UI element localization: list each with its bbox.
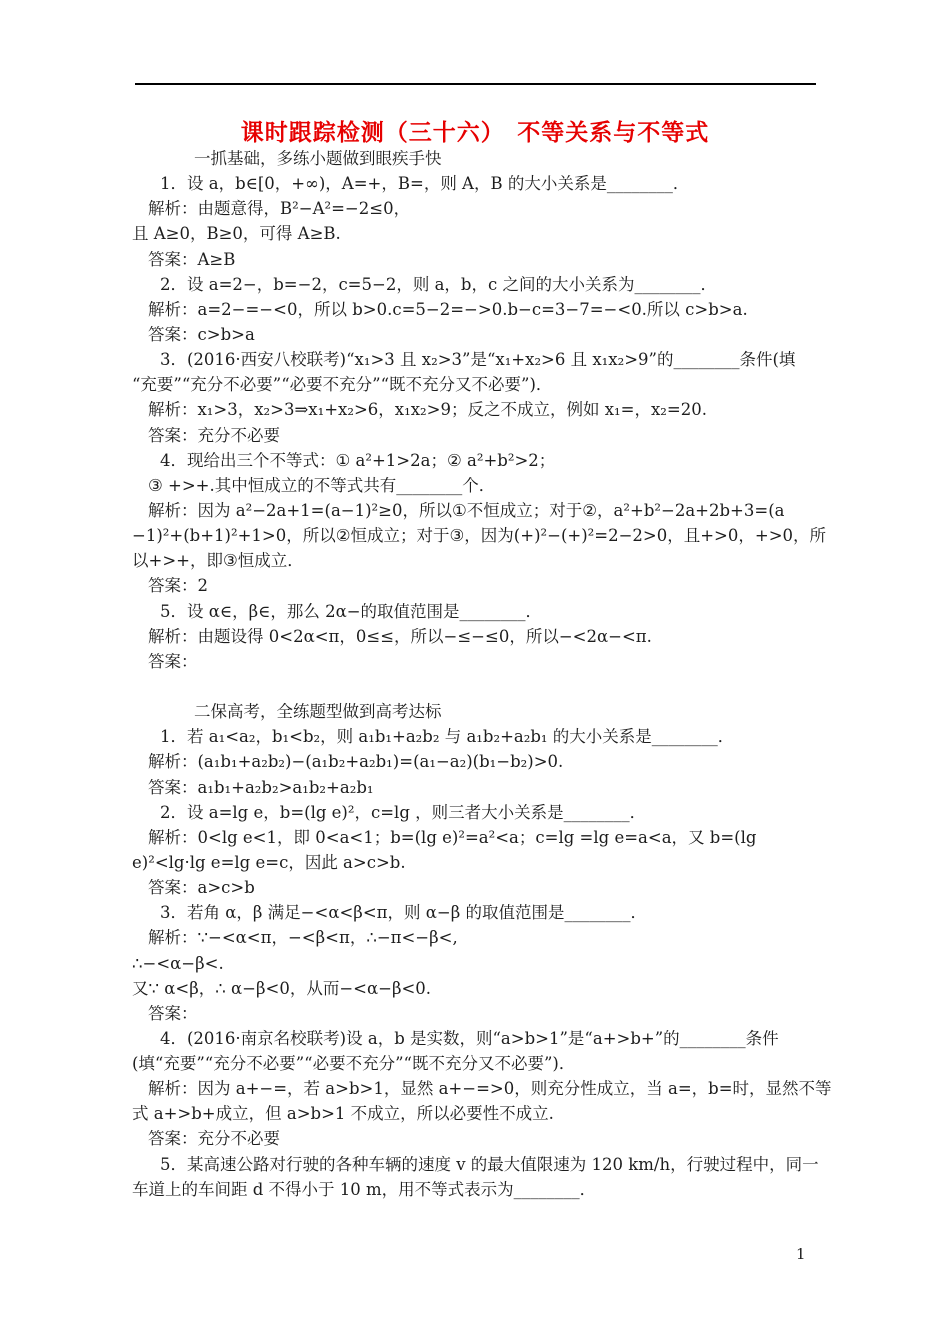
analysis-line: 解析：a=2−=−<0，所以 b>0.c=5−2=−>0.b−c=3−7=−<0.所以 c>b>a. bbox=[148, 299, 748, 319]
analysis-line: 解析：因为 a+−=，若 a>b>1，显然 a+−=>0，则充分性成立，当 a=，b=时，显然不等 bbox=[148, 1079, 832, 1099]
analysis-line: 解析：∵−<α<π，−<β<π，∴−π<−β<, bbox=[148, 928, 458, 948]
problem-line: 3．(2016·西安八校联考)“x₁>3 且 x₂>3”是“x₁+x₂>6 且 x₁x₂>9”的________条件(填 bbox=[160, 350, 796, 370]
header-rule bbox=[135, 83, 816, 85]
problem-line: 3．若角 α，β 满足−<α<β<π，则 α−β 的取值范围是________． bbox=[160, 903, 647, 923]
analysis-line: 解析：0<lg e<1，即 0<a<1；b=(lg e)²=a²<a；c=lg =lg e=a<a，又 b=(lg bbox=[148, 827, 757, 847]
answer-line: 答案：c>b>a bbox=[148, 324, 255, 344]
analysis-line: 解析：由题设得 0<2α<π，0≤≤，所以−≤−≤0，所以−<2α−<π. bbox=[148, 626, 652, 646]
answer-line: 答案：充分不必要 bbox=[148, 425, 280, 445]
analysis-line: 解析：因为 a²−2a+1=(a−1)²≥0，所以①不恒成立；对于②，a²+b²−2a+2b+3=(a bbox=[148, 500, 785, 520]
page-number: 1 bbox=[796, 1245, 806, 1263]
answer-line: 答案：A≥B bbox=[148, 249, 236, 269]
problem-continuation-line: ③ +>+.其中恒成立的不等式共有________个． bbox=[148, 475, 496, 495]
analysis-line: 解析：(a₁b₁+a₂b₂)−(a₁b₂+a₂b₁)=(a₁−a₂)(b₁−b₂)>0. bbox=[148, 752, 564, 772]
page-title: 课时跟踪检测（三十六） 不等关系与不等式 bbox=[240, 119, 710, 146]
problem-line: 1．设 a，b∈[0，+∞)，A=+，B=，则 A，B 的大小关系是________． bbox=[160, 174, 690, 194]
continuation-line: 以+>+，即③恒成立． bbox=[132, 551, 304, 571]
problem-line: 5．某高速公路对行驶的各种车辆的速度 v 的最大值限速为 120 km/h，行驶过程中，同一 bbox=[160, 1154, 819, 1174]
answer-line: 答案：a₁b₁+a₂b₂>a₁b₂+a₂b₁ bbox=[148, 777, 374, 797]
continuation-line: ∴−<α−β<. bbox=[132, 953, 224, 973]
section-heading: 一抓基础，多练小题做到眼疾手快 bbox=[194, 149, 442, 168]
section-heading: 二保高考，全练题型做到高考达标 bbox=[194, 702, 442, 722]
problem-line: 4．(2016·南京名校联考)设 a，b 是实数，则“a>b>1”是“a+>b+”的________条件 bbox=[160, 1028, 779, 1048]
continuation-line: −1)²+(b+1)²+1>0，所以②恒成立；对于③，因为(+)²−(+)²=2−2>0，且+>0，+>0，所 bbox=[132, 526, 827, 546]
answer-line: 答案： bbox=[148, 651, 198, 671]
answer-line: 答案： bbox=[148, 1003, 198, 1023]
problem-line: 2．设 a=lg e，b=(lg e)²，c=lg ，则三者大小关系是________． bbox=[160, 802, 647, 822]
continuation-line: e)²<lg·lg e=lg e=c，因此 a>c>b. bbox=[132, 852, 406, 872]
continuation-line: 车道上的车间距 d 不得小于 10 m，用不等式表示为________． bbox=[132, 1179, 597, 1199]
answer-line: 答案：充分不必要 bbox=[148, 1129, 280, 1149]
continuation-line: 且 A≥0，B≥0，可得 A≥B. bbox=[132, 224, 341, 244]
problem-line: 4．现给出三个不等式：① a²+1>2a；② a²+b²>2； bbox=[160, 450, 556, 470]
document-body bbox=[132, 146, 832, 1202]
continuation-line: (填“充要”“充分不必要”“必要不充分”“既不充分又不必要”)． bbox=[132, 1054, 576, 1074]
continuation-line: “充要”“充分不必要”“必要不充分”“既不充分又不必要”)． bbox=[132, 375, 553, 395]
problem-line: 2．设 a=2−，b=−2，c=5−2，则 a，b，c 之间的大小关系为________． bbox=[160, 274, 717, 294]
continuation-line: 又∵ α<β，∴ α−β<0，从而−<α−β<0. bbox=[132, 978, 432, 998]
analysis-line: 解析：x₁>3，x₂>3⇒x₁+x₂>6，x₁x₂>9；反之不成立，例如 x₁=，x₂=20. bbox=[148, 400, 707, 420]
answer-line: 答案：2 bbox=[148, 576, 208, 596]
blank-line bbox=[132, 674, 832, 699]
problem-line: 5．设 α∈，β∈，那么 2α−的取值范围是________． bbox=[160, 601, 543, 621]
problem-line: 1．若 a₁<a₂，b₁<b₂，则 a₁b₁+a₂b₂ 与 a₁b₂+a₂b₁ 的大小关系是________． bbox=[160, 727, 735, 747]
answer-line: 答案：a>c>b bbox=[148, 878, 255, 898]
continuation-line: 式 a+>b+成立，但 a>b>1 不成立，所以必要性不成立. bbox=[132, 1104, 554, 1124]
analysis-line: 解析：由题意得，B²−A²=−2≤0， bbox=[148, 199, 411, 219]
